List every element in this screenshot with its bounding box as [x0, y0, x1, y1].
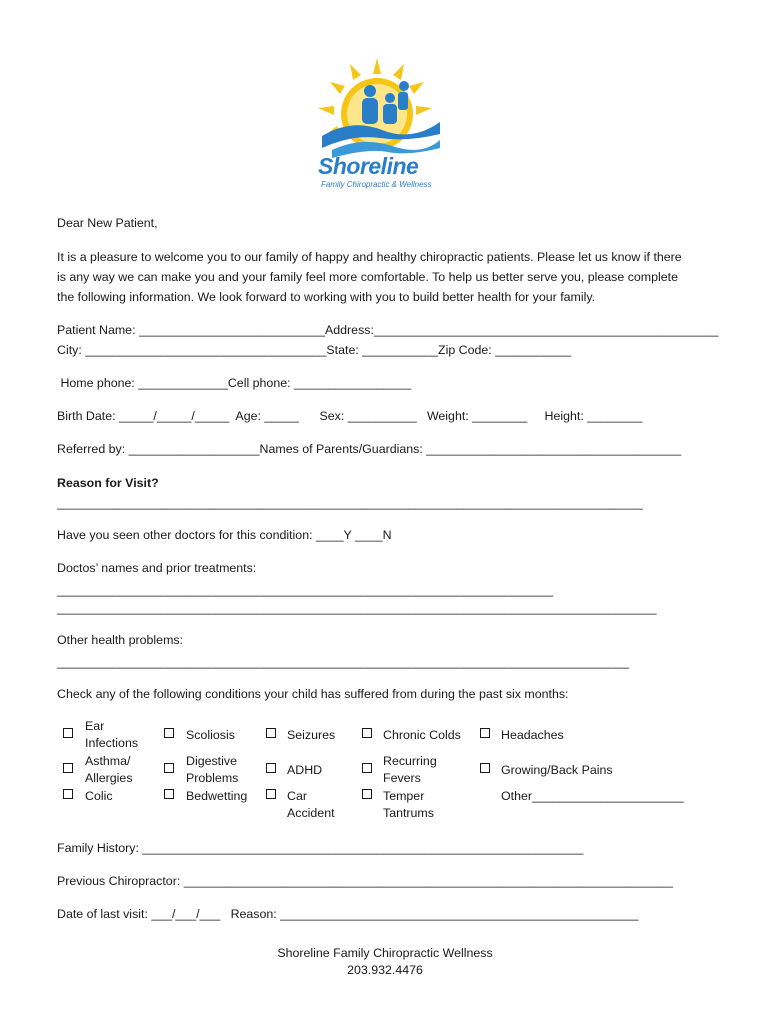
asthma-allergies-checkbox[interactable] — [63, 763, 73, 773]
intro-line-3: the following information. We look forward to working with you to build better health for your family. — [57, 290, 596, 304]
colic-checkbox[interactable] — [63, 789, 73, 799]
chronic-colds-label: Chronic Colds — [383, 728, 461, 742]
footer-practice-name: Shoreline Family Chiropractic Wellness — [277, 946, 493, 960]
seizures-label: Seizures — [287, 728, 336, 742]
footer-phone: 203.932.4476 — [347, 963, 423, 977]
adhd-label: ADHD — [287, 763, 323, 777]
seizures-checkbox[interactable] — [266, 728, 276, 738]
car-accident-label: Car Accident — [287, 789, 335, 820]
temper-tantrums-checkbox[interactable] — [362, 789, 372, 799]
conditions-question: Check any of the following conditions your child has suffered from during the past six months: — [57, 687, 569, 701]
reason-label: Reason for Visit? — [57, 476, 159, 490]
scoliosis-label: Scoliosis — [186, 728, 235, 742]
doctors-blank-2[interactable]: _______________________________________________________________________________________ — [57, 601, 657, 615]
ear-infections-label: Ear Infections — [85, 719, 139, 750]
greeting: Dear New Patient, — [57, 216, 158, 230]
referred-parents-field[interactable]: Referred by: ___________________Names of Parents/Guardians: _____________________________________ — [57, 442, 682, 456]
other-doctors-question[interactable]: Have you seen other doctors for this condition: ____Y ____N — [57, 528, 392, 542]
ear-infections-checkbox[interactable] — [63, 728, 73, 738]
city-state-zip-field[interactable]: City: ___________________________________State: ___________Zip Code: ___________ — [57, 343, 571, 357]
digestive-problems-label: Digestive Problems — [186, 754, 239, 785]
colic-label: Colic — [85, 789, 113, 803]
recurring-fevers-label: Recurring Fevers — [383, 754, 437, 785]
temper-tantrums-label: Temper Tantrums — [383, 789, 434, 820]
phone-field[interactable]: Home phone: _____________Cell phone: _________________ — [57, 376, 412, 390]
other-condition-field[interactable]: Other______________________ — [501, 789, 684, 803]
last-visit-reason-field[interactable]: Date of last visit: ___/___/___ Reason: ____________________________________________________ — [57, 907, 639, 921]
bedwetting-checkbox[interactable] — [164, 789, 174, 799]
doctors-label: Doctos’ names and prior treatments: — [57, 561, 257, 575]
chronic-colds-checkbox[interactable] — [362, 728, 372, 738]
reason-blank[interactable]: _____________________________________________________________________________________ — [57, 496, 643, 510]
other-problems-label: Other health problems: — [57, 633, 184, 647]
intro-line-1: It is a pleasure to welcome you to our family of happy and healthy chiropractic patients. Please let us know if there — [57, 250, 682, 264]
scoliosis-checkbox[interactable] — [164, 728, 174, 738]
headaches-label: Headaches — [501, 728, 564, 742]
headaches-checkbox[interactable] — [480, 728, 490, 738]
asthma-allergies-label: Asthma/ Allergies — [85, 754, 133, 785]
growing-back-pains-checkbox[interactable] — [480, 763, 490, 773]
recurring-fevers-checkbox[interactable] — [362, 763, 372, 773]
sun-family-logo-icon — [312, 56, 442, 166]
car-accident-checkbox[interactable] — [266, 789, 276, 799]
brand-name: Shoreline — [318, 153, 419, 179]
birth-age-sex-field[interactable]: Birth Date: _____/_____/_____ Age: _____ Sex: __________ Weight: ________ Height: ________ — [57, 409, 643, 423]
family-history-field[interactable]: Family History: ________________________________________________________________ — [57, 841, 584, 855]
adhd-checkbox[interactable] — [266, 763, 276, 773]
intro-line-2: is any way we can make you and your family feel more comfortable. To help us better serve you, please complete — [57, 270, 678, 284]
other-problems-blank[interactable]: ___________________________________________________________________________________ — [57, 655, 629, 669]
brand-tagline: Family Chiropractic & Wellness — [321, 180, 432, 189]
previous-chiropractor-field[interactable]: Previous Chiropractor: _______________________________________________________________________ — [57, 874, 673, 888]
patient-address-field[interactable]: Patient Name: ___________________________Address:__________________________________________________ — [57, 323, 719, 337]
growing-back-pains-label: Growing/Back Pains — [501, 763, 613, 777]
logo-wordmark — [318, 155, 448, 189]
digestive-problems-checkbox[interactable] — [164, 763, 174, 773]
bedwetting-label: Bedwetting — [186, 789, 248, 803]
doctors-blank-1[interactable]: ________________________________________________________________________ — [57, 583, 554, 597]
